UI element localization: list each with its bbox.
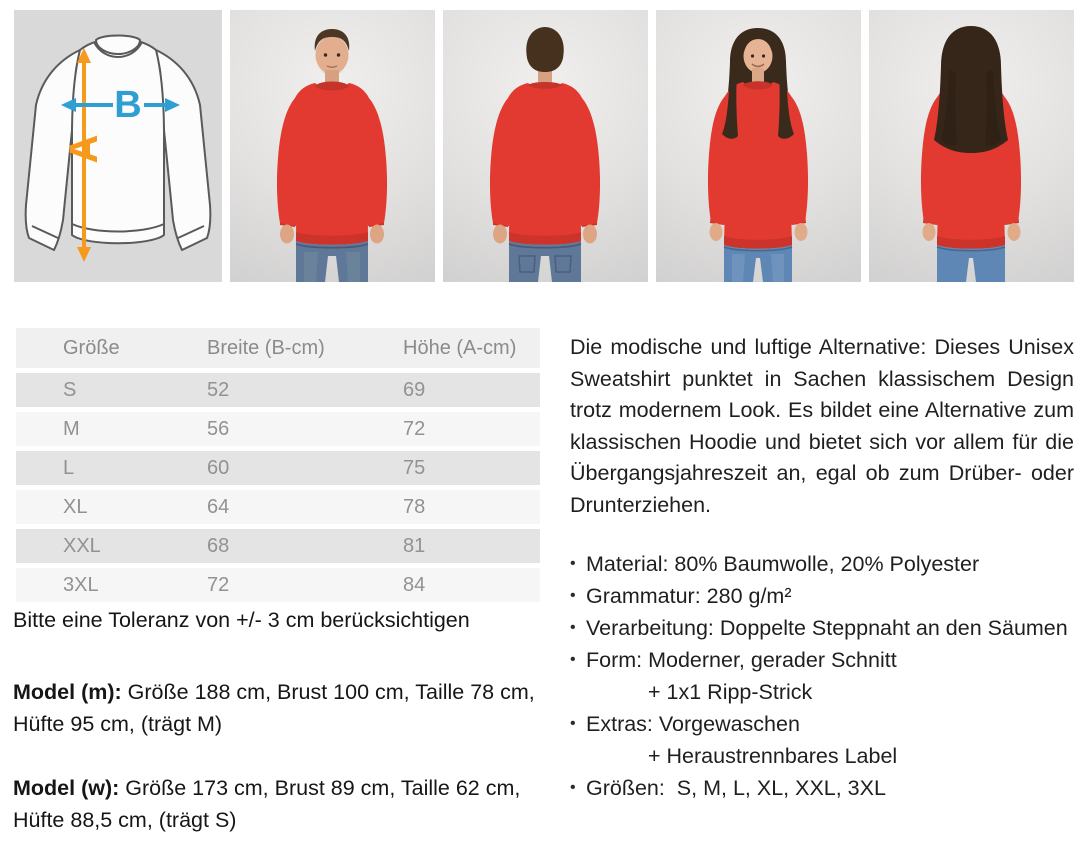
photo-woman-front [656, 10, 861, 282]
photo-man-front [230, 10, 435, 282]
cell-hoehe: 81 [403, 534, 426, 557]
table-row-3xl [16, 568, 540, 602]
bullet-icon: • [570, 715, 576, 732]
size-table-header-row [16, 328, 540, 368]
feature-text: Größen: S, M, L, XL, XXL, 3XL [586, 776, 886, 800]
cell-breite: 64 [207, 495, 230, 518]
man-front-illustration [230, 10, 435, 282]
size-diagram-drawing [14, 10, 222, 282]
feature-text: Material: 80% Baumwolle, 20% Polyester [586, 552, 980, 576]
bullet-icon: • [570, 651, 576, 668]
cell-breite: 56 [207, 417, 230, 440]
bullet-icon: • [570, 619, 576, 636]
description-paragraph: Die modische und luftige Alternative: Dieses Unisex Sweatshirt punktet in Sachen klassischem Design trotz modernem Look. Es bildet eine Alternative zum klassischen Hoodie und bietet sich vor allem für die Übergangsjahreszeit an, egal ob zum Drüber- oder Drunterziehen. [570, 335, 1074, 517]
feature-text: Grammatur: 280 g/m² [586, 584, 792, 608]
cell-size: S [63, 378, 77, 401]
cell-hoehe: 69 [403, 378, 426, 401]
cell-breite: 68 [207, 534, 230, 557]
bullet-icon: • [570, 779, 576, 796]
sweatshirt-outline [26, 36, 211, 251]
description-column [570, 332, 1074, 804]
cell-size: M [63, 417, 80, 440]
model-male-label: Model (m): [13, 680, 122, 704]
col-header-groesse: Größe [63, 336, 120, 359]
feature-text: Extras: Vorgewaschen [586, 712, 800, 736]
feature-continuation: + Heraustrennbares Label [648, 744, 898, 768]
cell-hoehe: 78 [403, 495, 426, 518]
cell-size: XXL [63, 534, 101, 557]
cell-breite: 52 [207, 378, 230, 401]
cell-hoehe: 84 [403, 573, 426, 596]
table-row-s [16, 373, 540, 407]
cell-size: 3XL [63, 573, 99, 596]
feature-item-extras [570, 708, 1074, 772]
table-row-m [16, 412, 540, 446]
feature-item-material [570, 548, 1074, 580]
feature-item-grammatur [570, 580, 1074, 612]
model-male-text: Größe 188 cm, Brust 100 cm, Taille 78 cm, Hüfte 95 cm, (trägt M) [13, 680, 535, 736]
woman-front-illustration [656, 10, 861, 282]
height-arrow-label: A [62, 134, 106, 164]
cell-breite: 60 [207, 456, 230, 479]
cell-hoehe: 75 [403, 456, 426, 479]
table-row-xxl [16, 529, 540, 563]
product-gallery [14, 10, 1074, 282]
feature-item-groessen [570, 772, 1074, 804]
model-female-text: Größe 173 cm, Brust 89 cm, Taille 62 cm, Hüfte 88,5 cm, (trägt S) [13, 776, 521, 832]
feature-text: Form: Moderner, gerader Schnitt [586, 648, 897, 672]
model-info-male [13, 676, 535, 740]
col-header-breite: Breite (B-cm) [207, 336, 325, 359]
feature-text: Verarbeitung: Doppelte Steppnaht an den Säumen [586, 616, 1068, 640]
man-back-illustration [443, 10, 648, 282]
cell-size: L [63, 456, 75, 479]
table-row-xl [16, 490, 540, 524]
width-arrow-label: B [114, 84, 142, 126]
cell-hoehe: 72 [403, 417, 426, 440]
woman-back-illustration [869, 10, 1074, 282]
model-female-label: Model (w): [13, 776, 120, 800]
photo-woman-back [869, 10, 1074, 282]
col-header-hoehe: Höhe (A-cm) [403, 336, 517, 359]
feature-item-form [570, 644, 1074, 708]
feature-continuation: + 1x1 Ripp-Strick [648, 680, 813, 704]
cell-size: XL [63, 495, 88, 518]
bullet-icon: • [570, 587, 576, 604]
feature-list [570, 548, 1074, 804]
size-diagram [14, 10, 222, 282]
photo-man-back [443, 10, 648, 282]
feature-item-verarbeitung [570, 612, 1074, 644]
table-row-l [16, 451, 540, 485]
cell-breite: 72 [207, 573, 230, 596]
size-table [16, 328, 540, 607]
bullet-icon: • [570, 555, 576, 572]
tolerance-note: Bitte eine Toleranz von +/- 3 cm berücksichtigen [13, 608, 470, 632]
model-info-female [13, 772, 535, 836]
